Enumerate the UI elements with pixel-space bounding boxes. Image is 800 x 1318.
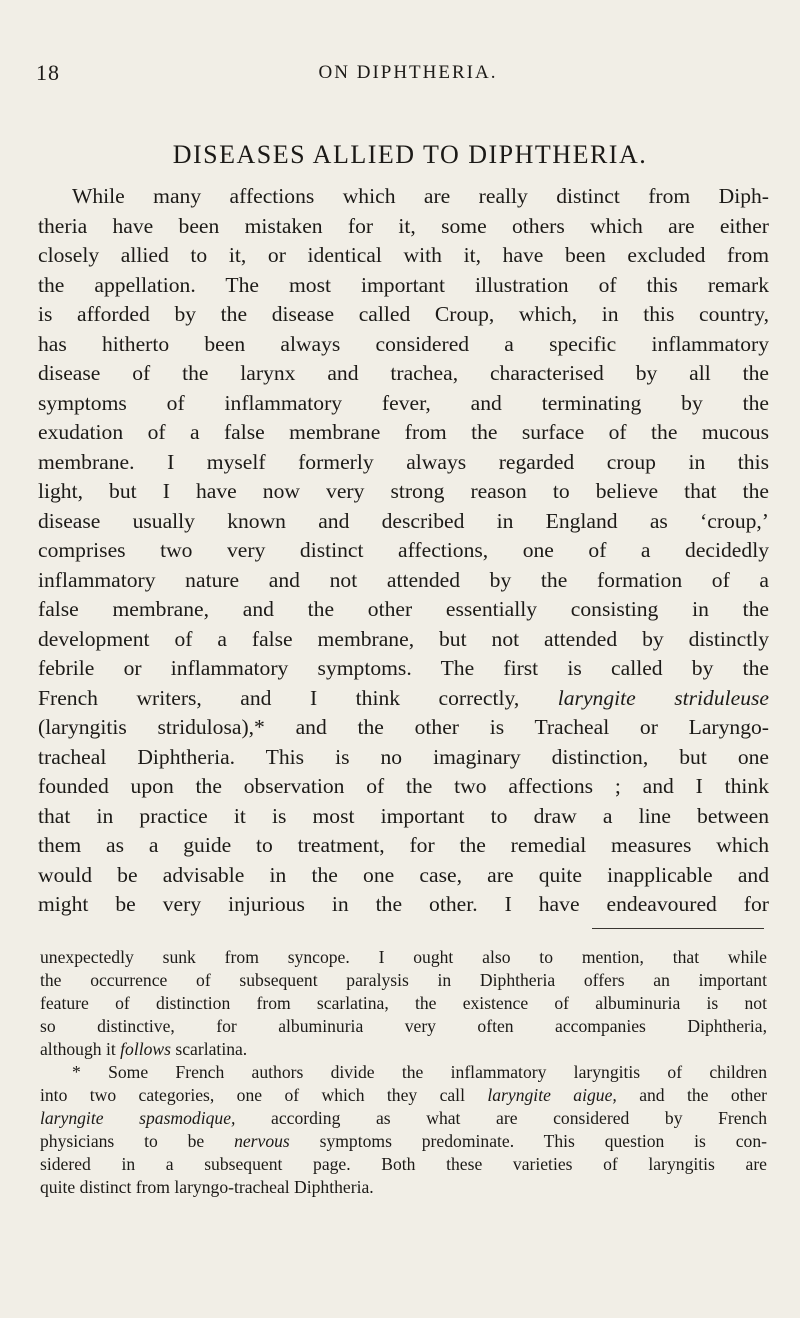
body-line: symptoms of inflammatory fever, and terminating by the — [38, 390, 769, 415]
body-line: development of a false membrane, but not attended by distinctly — [38, 626, 769, 651]
body-line: disease of the larynx and trachea, characterised by all the — [38, 361, 769, 385]
footnote-line: * Some French authors divide the inflammatory laryngitis of children — [72, 1062, 767, 1082]
page-number: 18 — [36, 60, 60, 85]
footnote-line — [40, 1084, 767, 1107]
body-line: membrane. I myself formerly always regarded croup in this — [38, 449, 769, 474]
body-line: tracheal Diphtheria. This is no imaginary distinction, but one — [38, 744, 769, 769]
body-line: would be advisable in the one case, are quite inapplicable and — [38, 862, 769, 887]
italic-term: laryngite striduleuse — [557, 685, 769, 710]
footnote-text: although it — [40, 1039, 116, 1059]
footnote-line: unexpectedly sunk from syncope. I ought also to mention, that while — [40, 947, 767, 967]
footnote-line — [40, 1130, 767, 1153]
footnote-line: the occurrence of subsequent paralysis in Diphtheria offers an important — [40, 970, 767, 990]
footnote-text: into two categories, one of which they call — [40, 1085, 465, 1105]
body-line: false membrane, and the other essentially consisting in the — [38, 597, 769, 621]
footnote-text: physicians to be — [40, 1131, 205, 1151]
footnote-line — [40, 1107, 767, 1130]
body-line: febrile or inflammatory symptoms. The first is called by the — [38, 656, 769, 680]
footnote-line: sidered in a subsequent page. Both these varieties of laryngitis are — [40, 1154, 767, 1174]
body-line: that in practice it is most important to draw a line between — [38, 803, 769, 828]
body-line: While many affections which are really distinct from Diph- — [72, 184, 769, 208]
body-line: closely allied to it, or identical with it, have been excluded from — [38, 243, 769, 267]
footnote-text: symptoms predominate. This question is con- — [319, 1131, 767, 1151]
body-line — [38, 684, 769, 714]
footnote-line: feature of distinction from scarlatina, the existence of albuminuria is not — [40, 993, 767, 1013]
italic-term: laryngite spasmodique, — [40, 1108, 236, 1128]
body-line: founded upon the observation of the two affections ; and I think — [38, 774, 769, 798]
footnote-rule — [592, 928, 764, 929]
footnote-line: so distinctive, for albuminuria very often accompanies Diphtheria, — [40, 1016, 767, 1036]
body-line: exudation of a false membrane from the surface of the mucous — [38, 420, 769, 444]
footnote-line — [40, 1038, 767, 1061]
section-title: DISEASES ALLIED TO DIPHTHERIA. — [172, 140, 648, 169]
body-line: light, but I have now very strong reason to believe that the — [38, 479, 769, 503]
body-line: is afforded by the disease called Croup, which, in this country, — [38, 302, 769, 326]
italic-term: laryngite aigue, — [487, 1085, 617, 1105]
body-paragraph — [38, 182, 769, 920]
footnote-text: and the other — [639, 1085, 768, 1105]
footnotes — [40, 946, 767, 1199]
body-line: the appellation. The most important illustration of this remark — [38, 272, 769, 297]
body-line: disease usually known and described in England as ‘croup,’ — [38, 508, 769, 533]
running-title: ON DIPHTHERIA. — [318, 62, 498, 83]
body-line-text: French writers, and I think correctly, — [38, 685, 520, 710]
body-line: might be very injurious in the other. I have endeavoured for — [38, 892, 769, 916]
body-line: theria have been mistaken for it, some others which are either — [38, 213, 769, 238]
footnote-line: quite distinct from laryngo-tracheal Diphtheria. — [40, 1177, 374, 1197]
body-line: inflammatory nature and not attended by the formation of a — [38, 567, 769, 592]
body-line: comprises two very distinct affections, one of a decidedly — [38, 538, 769, 562]
italic-term: nervous — [234, 1131, 290, 1151]
footnote-text: scarlatina. — [175, 1039, 248, 1059]
running-head — [36, 60, 762, 88]
footnote-text: according as what are considered by French — [271, 1108, 767, 1128]
body-line: (laryngitis stridulosa),* and the other is Tracheal or Laryngo- — [38, 715, 769, 739]
body-line: has hitherto been always considered a specific inflammatory — [38, 331, 769, 356]
italic-term: follows — [120, 1039, 171, 1059]
body-line: them as a guide to treatment, for the remedial measures which — [38, 833, 769, 857]
